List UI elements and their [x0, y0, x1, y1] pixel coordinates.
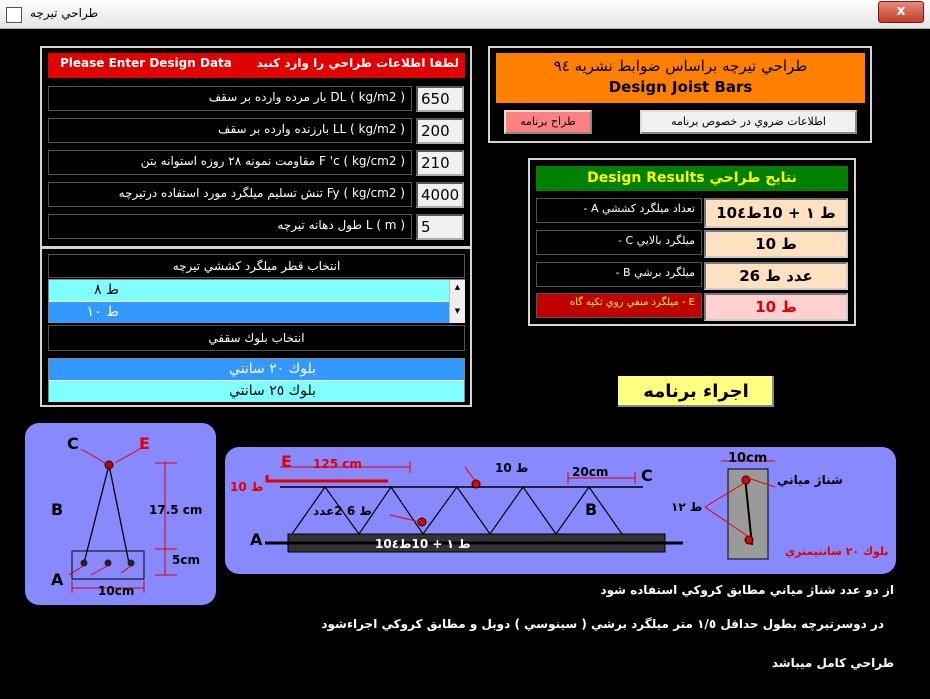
block-listbox[interactable] — [48, 358, 465, 402]
elevation-svg — [225, 447, 896, 574]
fc-input[interactable]: 210 — [416, 150, 464, 176]
input-header-en: Please Enter Design Data — [60, 56, 232, 70]
elev-block-label: بلوك ٢٠ سانتيمتري — [785, 545, 889, 558]
scroll-down-icon[interactable]: ▼ — [454, 307, 461, 315]
block-option-20[interactable]: بلوك ٢٠ سانتي — [49, 359, 464, 380]
scroll-up-icon[interactable]: ▲ — [454, 283, 461, 291]
info-button[interactable]: اطلاعات ضروي در خصوص برنامه — [640, 110, 857, 134]
result-b-label: ميلگرد برشي B - — [536, 262, 702, 287]
result-c-value: ط 10 — [704, 230, 848, 258]
elev-a-label: A — [250, 530, 263, 549]
program-title-box — [496, 53, 865, 103]
result-c-label: ميلگرد بالايي C - — [536, 230, 702, 255]
elev-shear-label: ط 6 2عدد — [313, 504, 372, 518]
elev-length-label: 125 cm — [313, 457, 362, 471]
fy-label: Fy ( kg/cm2 ) تنش تسليم ميلگرد مورد استفاده درتيرچه — [48, 182, 412, 207]
elev-tie-label: شناژ مياني — [777, 473, 843, 487]
dl-input[interactable]: 650 — [416, 86, 464, 112]
fc-label: F 'c ( kg/cm2 ) مقاومت نمونه ٢٨ روزه استوانه بتن — [48, 150, 412, 175]
section-width: 10cm — [98, 584, 135, 598]
result-a-label: تعداد ميلگرد كششي A - — [536, 198, 702, 223]
elev-tie-bar-label: ط ١٢ — [671, 500, 703, 514]
section-height-bottom: 5cm — [172, 553, 200, 567]
rebar-option-10[interactable]: ط ١٠ — [49, 302, 449, 323]
ll-label: LL ( kg/m2 ) بارزنده وارده بر سقف — [48, 118, 412, 143]
window-title: طراحي تيرچه — [30, 6, 99, 20]
elev-block-width: 10cm — [728, 451, 768, 466]
note-3: طراحي كامل ميباشد — [771, 656, 894, 670]
elevation-diagram — [225, 447, 896, 574]
result-e-value: ط 10 — [704, 293, 848, 321]
length-label: L ( m ) طول دهانه تيرچه — [48, 214, 412, 239]
results-header: Design Results نتايج طراحي — [536, 166, 848, 191]
section-b-label: B — [51, 500, 64, 519]
fy-input[interactable]: 4000 — [416, 182, 464, 208]
section-a-label: A — [51, 570, 64, 589]
rebar-option-8[interactable]: ط ٨ — [49, 280, 449, 301]
elev-top-bar-label: ط 10 — [495, 461, 529, 475]
elev-bottom-bar-label: 10ط ١ + 10ط٤ — [375, 537, 471, 551]
result-a-value: 10ط ١ + 10ط٤ — [704, 198, 848, 228]
rebar-listbox[interactable] — [48, 279, 465, 323]
run-button[interactable]: اجراء برنامه — [616, 374, 776, 409]
section-c-label: C — [67, 434, 79, 453]
elev-c-label: C — [641, 466, 653, 485]
input-header — [48, 53, 465, 78]
elev-neg-label: 10 ط — [230, 480, 264, 494]
elev-spacing-label: 20cm — [572, 465, 609, 479]
note-1: از دو عدد شناژ مياني مطابق كروكي استفاده شود — [600, 583, 894, 597]
block-option-25[interactable]: بلوك ٢٥ سانتي — [49, 381, 464, 402]
note-2: در دوسرتيرچه بطول حداقل ١/٥ متر ميلگرد برشي ( سينوسي ) دوبل و مطابق كروكي اجراءشود — [321, 617, 884, 631]
section-e-label: E — [139, 434, 150, 453]
close-button[interactable]: x — [878, 1, 924, 23]
program-title-fa: طراحي تيرچه براساس ضوابط نشريه ٩٤ — [553, 57, 808, 75]
result-b-value: 2عدد ط 6 — [704, 262, 848, 290]
result-e-label: E - ميلگرد منفي روي تكيه گاه — [536, 293, 702, 318]
elev-e-label: E — [281, 452, 292, 471]
section-height-top: 17.5 cm — [149, 503, 203, 517]
program-title-en: Design Joist Bars — [608, 78, 753, 96]
dl-label: DL ( kg/m2 ) بار مرده وارده بر سقف — [48, 86, 412, 111]
ll-input[interactable]: 200 — [416, 118, 464, 144]
elev-b-label: B — [585, 500, 598, 519]
rebar-scrollbar[interactable] — [449, 280, 465, 323]
title-bar — [0, 0, 930, 29]
designer-button[interactable]: طراح برنامه — [504, 110, 592, 134]
section-diagram — [25, 423, 216, 605]
block-header: انتخاب بلوك سقفي — [48, 325, 465, 351]
rebar-header: انتخاب قطر ميلگرد كششي تيرچه — [48, 254, 465, 278]
section-svg — [25, 423, 216, 605]
app-icon — [6, 7, 22, 23]
length-input[interactable]: 5 — [416, 214, 464, 240]
input-header-fa: لطفا اطلاعات طراحي را وارد كنيد — [256, 56, 459, 70]
